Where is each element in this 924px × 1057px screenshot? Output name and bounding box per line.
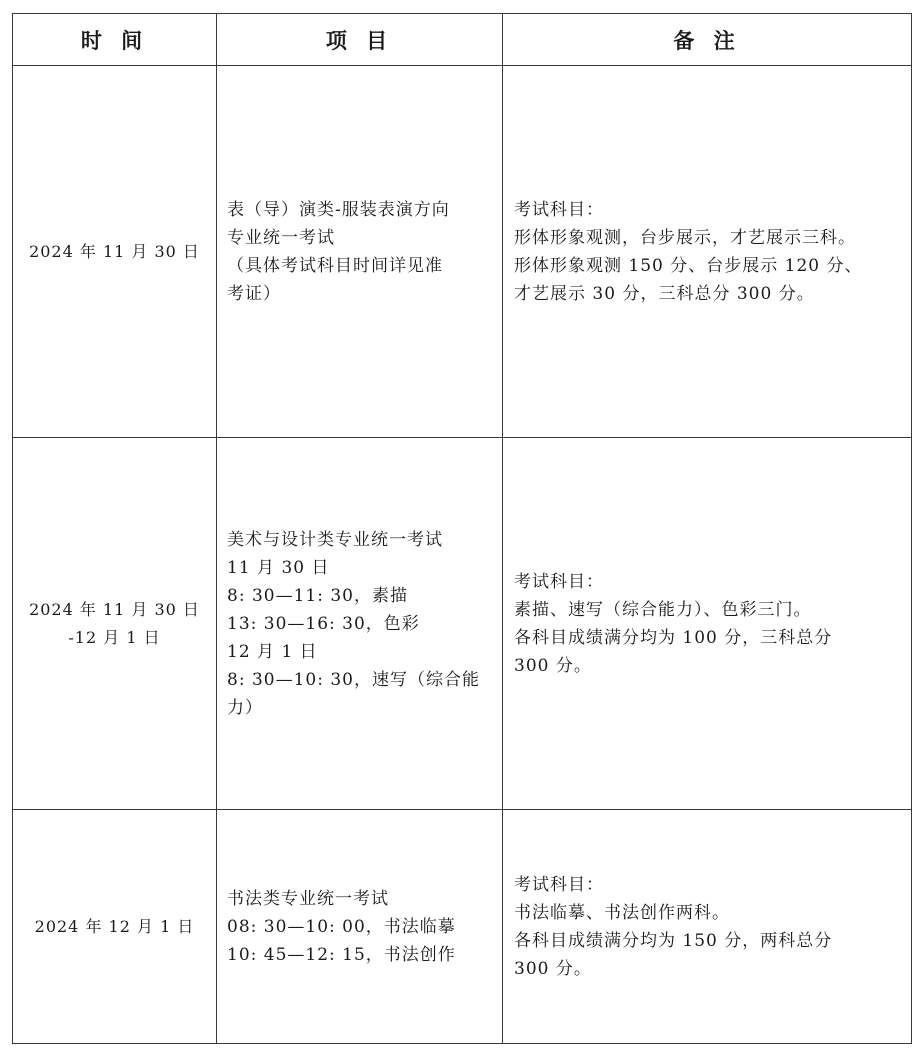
header-item: 项 目: [217, 14, 503, 66]
header-row: [13, 14, 912, 66]
item-line: 考证）: [227, 283, 281, 304]
table-row: [13, 810, 912, 1044]
note-line: 考试科目：: [514, 571, 604, 592]
note-cell: [503, 438, 912, 810]
time-cell: [13, 810, 217, 1044]
note-cell: [503, 66, 912, 438]
note-line: 形体形象观测 150 分、台步展示 120 分、: [514, 255, 863, 276]
note-line: 考试科目：: [514, 874, 604, 895]
item-line: （具体考试科目时间详见准: [227, 255, 443, 276]
item-line: 11 月 30 日: [227, 557, 330, 578]
item-line: 12 月 1 日: [227, 641, 318, 662]
item-line: 10: 45—12: 15，书法创作: [227, 944, 456, 965]
time-cell: [13, 438, 217, 810]
note-line: 才艺展示 30 分，三科总分 300 分。: [514, 283, 815, 304]
header-note: 备 注: [503, 14, 912, 66]
item-cell: [217, 438, 503, 810]
item-line: 书法类专业统一考试: [227, 888, 389, 909]
note-line: 素描、速写（综合能力）、色彩三门。: [514, 599, 812, 620]
table-row: [13, 438, 912, 810]
note-line: 300 分。: [514, 655, 592, 676]
exam-schedule-table: [12, 13, 912, 1044]
note-line: 形体形象观测，台步展示，才艺展示三科。: [514, 227, 856, 248]
time-cell: [13, 66, 217, 438]
time-line: 2024 年 11 月 30 日: [29, 599, 200, 619]
note-line: 各科目成绩满分均为 100 分，三科总分: [514, 627, 833, 648]
item-line: 08: 30—10: 00，书法临摹: [227, 916, 456, 937]
item-line: 力）: [227, 697, 263, 718]
note-line: 书法临摹、书法创作两科。: [514, 902, 730, 923]
table-row: [13, 66, 912, 438]
note-line: 考试科目：: [514, 199, 604, 220]
note-cell: [503, 810, 912, 1044]
item-cell: [217, 810, 503, 1044]
item-line: 专业统一考试: [227, 227, 335, 248]
item-line: 13: 30—16: 30，色彩: [227, 613, 420, 634]
item-line: 8: 30—11: 30，素描: [227, 585, 408, 606]
item-cell: [217, 66, 503, 438]
item-line: 美术与设计类专业统一考试: [227, 529, 443, 550]
time-line: 2024 年 11 月 30 日: [29, 241, 200, 261]
item-line: 8: 30—10: 30，速写（综合能: [227, 669, 480, 690]
time-line: 2024 年 12 月 1 日: [34, 916, 195, 936]
time-line: -12 月 1 日: [68, 627, 161, 647]
header-time: 时 间: [13, 14, 217, 66]
note-line: 300 分。: [514, 958, 592, 979]
item-line: 表（导）演类-服装表演方向: [227, 199, 450, 220]
note-line: 各科目成绩满分均为 150 分，两科总分: [514, 930, 833, 951]
